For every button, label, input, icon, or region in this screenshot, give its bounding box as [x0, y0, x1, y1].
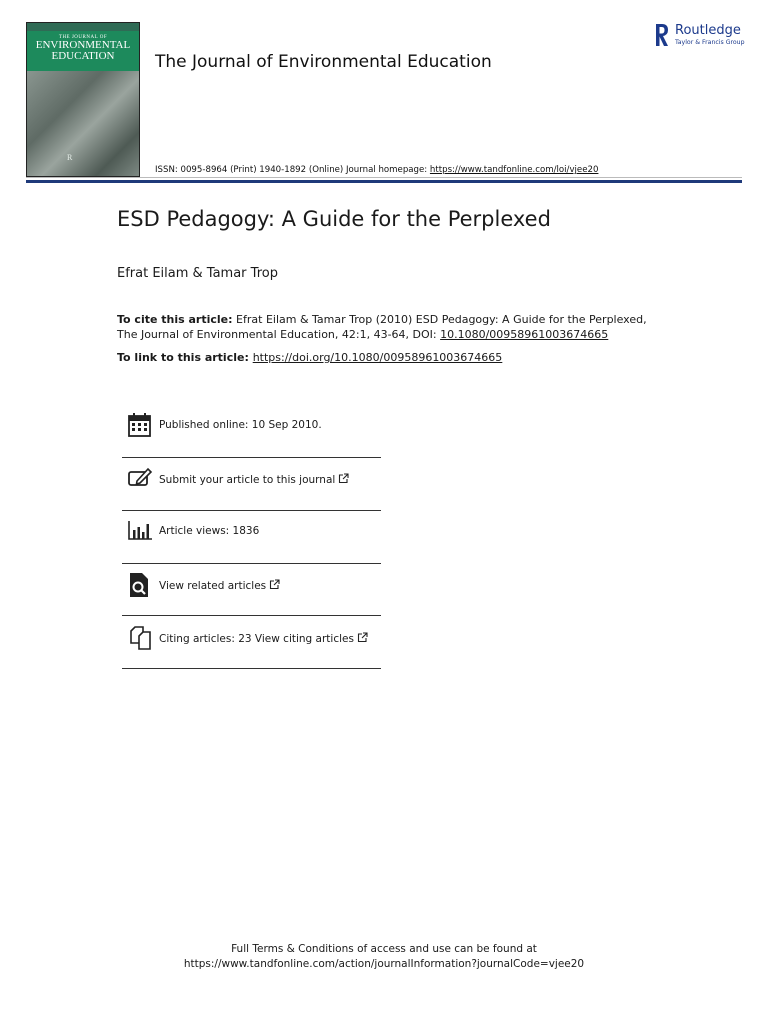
- journal-cover-image: [26, 22, 140, 177]
- header-divider-thin: [26, 177, 742, 178]
- cover-title-line2: EDUCATION: [51, 50, 115, 62]
- cite-label: To cite this article:: [117, 313, 233, 326]
- citation-block: [117, 312, 657, 342]
- publisher-name: Routledge: [675, 23, 741, 38]
- footer-line1: Full Terms & Conditions of access and use can be found at: [231, 943, 537, 955]
- cover-photo: [27, 71, 139, 176]
- cover-series-label: THE JOURNAL OF: [58, 35, 108, 40]
- copy-documents-icon: [127, 625, 153, 651]
- external-link-icon: [269, 579, 280, 590]
- related-articles-text: View related articles: [159, 580, 267, 592]
- link-label: To link to this article:: [117, 351, 253, 364]
- calendar-icon: [127, 412, 153, 438]
- meta-divider: [122, 510, 381, 511]
- bar-chart-icon: [127, 518, 153, 544]
- article-title: ESD Pedagogy: A Guide for the Perplexed: [117, 207, 551, 231]
- cover-top-band: [27, 23, 139, 31]
- submit-article-text: Submit your article to this journal: [159, 474, 336, 486]
- cite-text: Efrat Eilam & Tamar Trop (2010) ESD Pedagogy: A Guide for the Perplexed, The Journal of Environmental Education, 42:1, 43-64, DOI:: [117, 313, 647, 341]
- publisher-subtitle: Taylor & Francis Group: [675, 39, 745, 46]
- published-online-text: Published online: 10 Sep 2010.: [159, 419, 322, 431]
- citing-articles-row[interactable]: [122, 625, 381, 677]
- cover-title-block: [27, 31, 139, 71]
- meta-divider: [122, 668, 381, 669]
- cover-publisher-logo: R: [67, 153, 73, 162]
- footer-terms: [0, 942, 768, 972]
- article-url-link[interactable]: https://doi.org/10.1080/00958961003674665: [252, 351, 503, 364]
- external-link-icon: [338, 473, 349, 484]
- routledge-r-icon: [654, 22, 670, 48]
- publisher-logo: [654, 22, 746, 50]
- external-link-icon: [357, 632, 368, 643]
- citing-articles-label: [159, 632, 368, 645]
- journal-name: The Journal of Environmental Education: [155, 52, 492, 72]
- article-views-text: Article views: 1836: [159, 525, 260, 537]
- issn-text: ISSN: 0095-8964 (Print) 1940-1892 (Online) Journal homepage:: [155, 165, 430, 175]
- edit-icon: [127, 466, 153, 492]
- citing-articles-text: Citing articles: 23 View citing articles: [159, 633, 354, 645]
- article-authors: Efrat Eilam & Tamar Trop: [117, 266, 278, 281]
- related-articles-row[interactable]: [122, 572, 381, 624]
- submit-article-label: [159, 473, 349, 486]
- meta-divider: [122, 563, 381, 564]
- issn-line: [155, 165, 598, 175]
- cover-title-line1: ENVIRONMENTAL: [35, 39, 131, 51]
- header-divider: [26, 180, 742, 183]
- article-link-block: [117, 351, 502, 364]
- related-articles-label: [159, 579, 280, 592]
- journal-homepage-link[interactable]: https://www.tandfonline.com/loi/vjee20: [429, 165, 599, 175]
- meta-divider: [122, 457, 381, 458]
- doi-link[interactable]: 10.1080/00958961003674665: [440, 328, 609, 341]
- document-search-icon: [127, 572, 153, 598]
- footer-terms-link[interactable]: https://www.tandfonline.com/action/journalInformation?journalCode=vjee20: [183, 958, 585, 970]
- meta-divider: [122, 615, 381, 616]
